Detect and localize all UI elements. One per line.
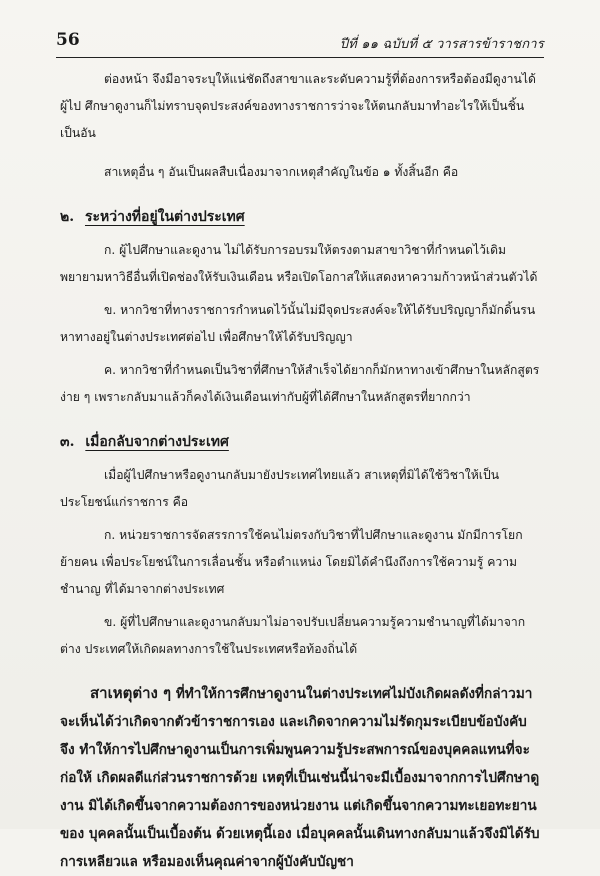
conclusion-paragraph (60, 679, 544, 876)
page-body (60, 66, 544, 876)
conclusion-text: ที่ทำให้การศึกษาดูงานในต่างประเทศไม่บังเกิดผลดังที่กล่าวมา จะเห็นได้ว่าเกิดจากตัวข้าราชการเอง และเกิดจากความไม่รัดกุมระเบียบข้อบังคับ จึง ทำให้การไปศึกษาดูงานเป็นการเพิ่มพูนความรู้ประสพการณ์ของบุคคลแทนที่จะก่อให้ เกิดผลดีแก่ส่วนราชการด้วย เหตุที่เป็นเช่นนี้น่าจะมีเบื้องมาจากการไปศึกษาดูงาน มิได้เกิดขึ้นจากความต้องการของหน่วยงาน แต่เกิดขึ้นจากความทะเยอทะยานของ บุคคลนั้นเป็นเบื้องต้น ด้วยเหตุนี้เอง เมื่อบุคคลนั้นเดินทางกลับมาแล้วจึงมิได้รับ การเหลียวแล หรือมองเห็นคุณค่าจากผู้บังคับบัญชา (60, 686, 540, 870)
header-rule (56, 57, 544, 58)
section-2-item-c: ค. หากวิชาที่กำหนดเป็นวิชาที่ศึกษาให้สำเร็จได้ยากก็มักหาทางเข้าศึกษาในหลักสูตรง่าย ๆ เพราะกลับมาแล้วก็คงได้เงินเดือนเท่ากับผู้ที่ได้ศึกษาในหลักสูตรที่ยากกว่า (60, 363, 540, 404)
section-3-title: เมื่อกลับจากต่างประเทศ (85, 434, 229, 450)
section-3-item-a: ก. หน่วยราชการจัดสรรการใช้คนไม่ตรงกับวิชาที่ไปศึกษาและดูงาน มักมีการโยก ย้ายคน เพื่อประโยชน์ในการเลื่อนชั้น หรือตำแหน่ง โดยมิได้คำนึงถึงการใช้ความรู้ ความ ชำนาญ ที่ได้มาจากต่างประเทศ (60, 528, 523, 596)
section-2-heading (60, 204, 544, 231)
section-3-heading (60, 429, 544, 456)
section-3-number: ๓. (60, 434, 75, 450)
paragraph-2: สาเหตุอื่น ๆ อันเป็นผลสืบเนื่องมาจากเหตุสำคัญในข้อ ๑ ทั้งสิ้นอีก คือ (104, 165, 459, 179)
section-3-intro: เมื่อผู้ไปศึกษาหรือดูงานกลับมายังประเทศไทยแล้ว สาเหตุที่มิได้ใช้วิชาให้เป็น ประโยชน์แก่ราชการ คือ (60, 468, 500, 509)
section-3-item-b: ข. ผู้ที่ไปศึกษาและดูงานกลับมาไม่อาจปรับเปลี่ยนความรู้ความชำนาญที่ได้มาจากต่าง ประเทศให้เกิดผลทางการใช้ในประเทศหรือท้องถิ่นได้ (60, 615, 526, 656)
page-number: 56 (56, 30, 80, 50)
running-head: ปีที่ ๑๑ ฉบับที่ ๕ วารสารข้าราชการ (339, 37, 544, 52)
page-header (56, 30, 544, 54)
section-2-number: ๒. (60, 209, 75, 225)
paragraph-1: ต่องหน้า จึงมีอาจระบุให้แน่ชัดถึงสาขาและระดับความรู้ที่ต้องการหรือต้องมีดูงานได้ ผู้ไป ศึกษาดูงานก็ไม่ทราบจุดประสงค์ของทางราชการว่าจะให้ตนกลับมาทำอะไรให้เป็นชิ้นเป็นอัน (60, 72, 536, 140)
section-2-title: ระหว่างที่อยู่ในต่างประเทศ (84, 209, 245, 225)
section-2-item-a: ก. ผู้ไปศึกษาและดูงาน ไม่ได้รับการอบรมให้ตรงตามสาขาวิชาที่กำหนดไว้เดิม พยายามหาวิธีอื่นที่เปิดช่องให้รับเงินเดือน หรือเปิดโอกาสให้แสดงหาความก้าวหน้าส่วนตัวได้ (60, 243, 538, 284)
section-2-item-b: ข. หากวิชาที่ทางราชการกำหนดไว้นั้นไม่มีจุดประสงค์จะให้ได้รับปริญญาก็มักดิ้นรน หาทางอยู่ในต่างประเทศต่อไป เพื่อศึกษาให้ได้รับปริญญา (60, 303, 536, 344)
conclusion-lead: สาเหตุต่าง ๆ (90, 684, 172, 702)
